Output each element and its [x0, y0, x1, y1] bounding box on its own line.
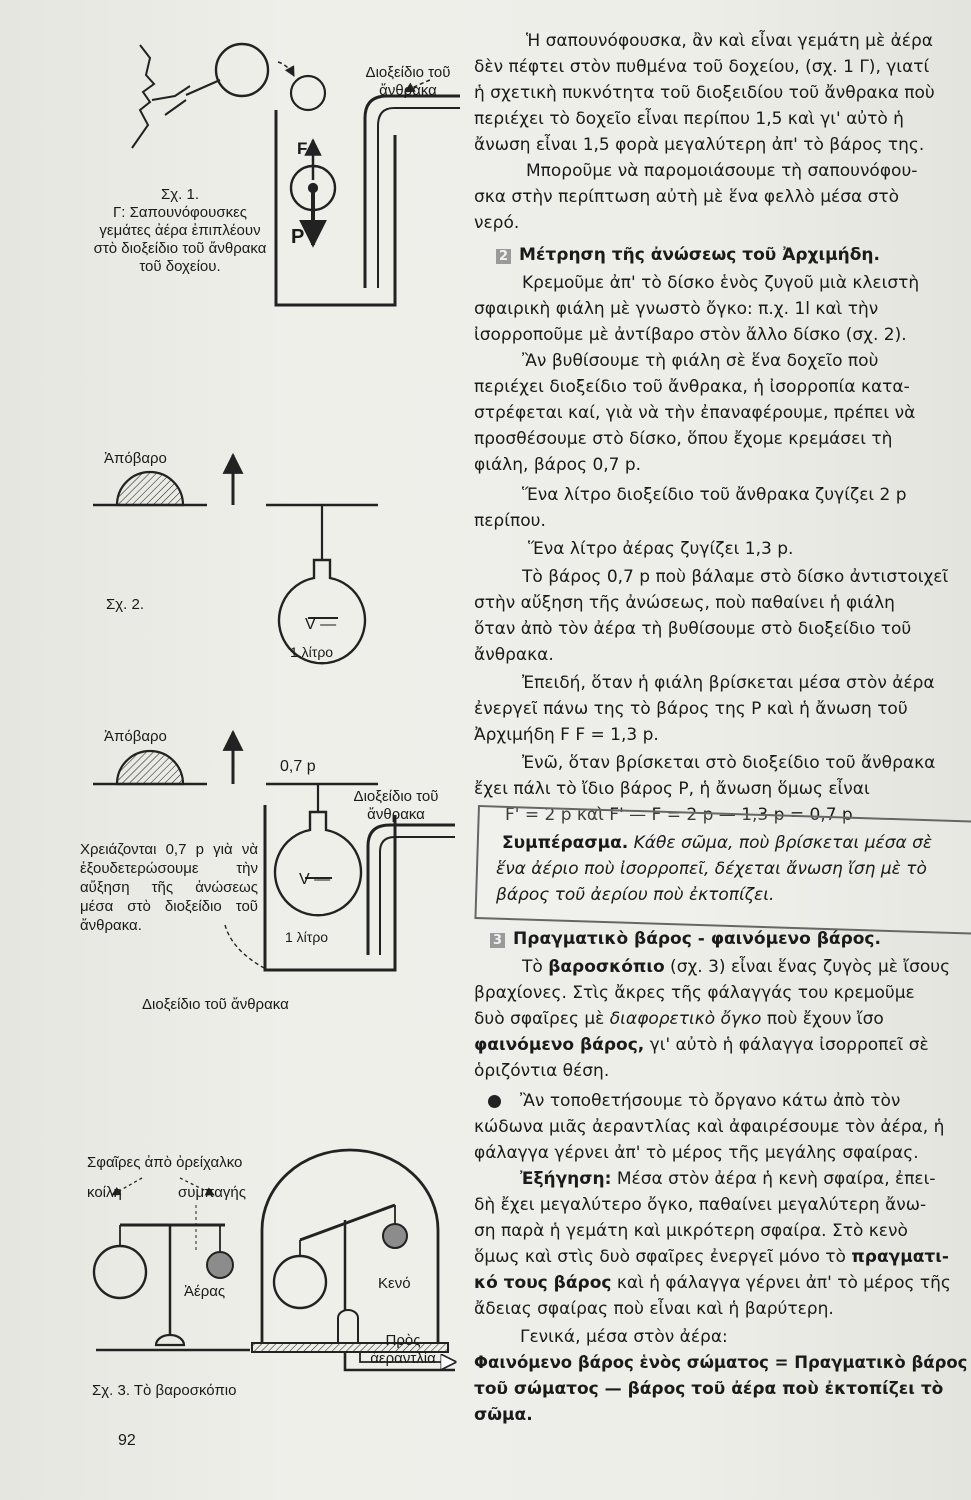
- text-span: γι' αὐτὸ ἡ φάλαγγα ἰσορροπεῖ σὲ: [644, 1035, 929, 1055]
- paragraph-line: στὴν αὔξηση τῆς ἀνώσεως, ποὺ παθαίνει ἡ φιάλη: [474, 593, 895, 613]
- section-3-number: 3: [490, 933, 505, 948]
- solid-sphere-vacuum: [383, 1224, 407, 1248]
- text-span-bold: φαινόμενο βάρος,: [474, 1035, 645, 1055]
- section-2-title: Μέτρηση τῆς ἀνώσεως τοῦ Ἀρχιμήδη.: [519, 245, 880, 265]
- paragraph-line: φιάλη, βάρος 0,7 p.: [474, 455, 642, 475]
- fig2-volume: V —: [305, 616, 337, 633]
- text-span: ὅμως καὶ στὶς δυὸ σφαῖρες ἐνεργεῖ μόνο τὸ: [474, 1247, 852, 1267]
- fig2-caption: Σχ. 2.: [106, 596, 144, 613]
- paragraph-line: [474, 1008, 884, 1030]
- paragraph-line: [474, 1034, 929, 1056]
- paragraph-line: σκα στὴν περίπτωση αὐτὴ μὲ ἕνα φελλὸ μέσα στὸ: [474, 187, 899, 207]
- paragraph-line: Μποροῦμε νὰ παρομοιάσουμε τὴ σαπουνόφου-: [526, 161, 918, 181]
- flask-2b: [275, 812, 361, 915]
- section-3-title: Πραγματικὸ βάρος - φαινόμενο βάρος.: [513, 929, 881, 949]
- fig3-caption: Σχ. 3. Τὸ βαροσκόπιο: [92, 1382, 237, 1399]
- text-span: Τὸ: [522, 957, 549, 977]
- paragraph-line: Ἐνῶ, ὅταν βρίσκεται στὸ διοξείδιο τοῦ ἄνθρακα: [522, 753, 936, 773]
- paragraph-line: Γενικά, μέσα στὸν ἀέρα:: [520, 1327, 728, 1347]
- text-span: καὶ ἡ φάλαγγα γέρνει ἀπ' τὸ μέρος τῆς: [611, 1273, 951, 1293]
- paragraph-line: κώδωνα μιᾶς ἀεραντλίας καὶ ἀφαιρέσουμε τὸν ἀέρα, ἡ: [474, 1117, 945, 1137]
- text-span: Μέσα στὸν ἀέρα ἡ κενὴ σφαίρα, ἐπει-: [611, 1169, 936, 1189]
- conclusion-heading: Συμπέρασμα.: [502, 833, 629, 853]
- fig3-pump-label: Πρὸς ἀεραντλία: [370, 1332, 436, 1367]
- falling-bubble: [291, 76, 325, 110]
- conclusion-line: [502, 832, 932, 854]
- paragraph-line: [522, 956, 950, 978]
- fig2b-bottom-label: Διοξείδιο τοῦ ἄνθρακα: [142, 996, 289, 1013]
- counterweight-2: [117, 472, 183, 505]
- paragraph-line: ἄνθρακα.: [474, 645, 554, 665]
- paragraph-line: περιέχει διοξείδιο τοῦ ἄνθρακα, ἡ ἰσορροπία κατα-: [474, 377, 910, 397]
- paragraph-line: δὲν πέφτει στὸν πυθμένα τοῦ δοχείου, (σχ. 1 Γ), γιατί: [474, 57, 930, 77]
- paragraph-line: ἰσορροποῦμε μὲ ἀντίβαρο στὸν ἄλλο δίσκο (σχ. 2).: [474, 325, 907, 345]
- paragraph-line: ἐνεργεῖ πάνω της τὸ βάρος της P καὶ ἡ ἄνωση τοῦ: [474, 699, 908, 719]
- fig3-hollow-label: κοίλη: [87, 1184, 122, 1201]
- paragraph-line: περιέχει τὸ δοχεῖο εἶναι περίπου 1,5 καὶ γι' αὐτὸ ἡ: [474, 109, 904, 129]
- counterweight-2b: [117, 751, 183, 784]
- paragraph-line: [520, 1168, 936, 1190]
- paragraph-line: ὅταν ἀπὸ τὸν ἀέρα τὴ βυθίσουμε στὸ διοξείδιο τοῦ: [474, 619, 912, 639]
- force-p-label: P: [291, 226, 305, 248]
- stand-base-left: [156, 1335, 184, 1345]
- gas-tube-outer: [365, 96, 460, 288]
- conclusion-line: ἕνα ἀέριο ποὺ ἰσορροπεῖ, δέχεται ἄνωση ἴση μὲ τὸ: [496, 859, 927, 879]
- text-span-bold: Ἐξήγηση:: [520, 1169, 612, 1189]
- paragraph-line: ἄδειας σφαίρας ποὺ εἶναι καὶ ἡ βαρύτερη.: [474, 1299, 834, 1319]
- section-3-heading: [490, 928, 881, 950]
- fig2b-gas-label: Διοξείδιο τοῦ ἄνθρακα: [353, 788, 439, 823]
- paragraph-line: Τὸ βάρος 0,7 p ποὺ βάλαμε στὸ δίσκο ἀντιστοιχεῖ: [522, 567, 949, 587]
- fig2-volume-value: 1 λίτρο: [290, 644, 334, 660]
- face-sketch: [132, 45, 190, 148]
- hollow-sphere: [94, 1246, 146, 1298]
- paragraph-line: στρέφεται καί, γιὰ νὰ τὴν ἐπαναφέρουμε, πρέπει νὰ: [474, 403, 916, 423]
- paragraph-line: Ἐπειδή, ὅταν ἡ φιάλη βρίσκεται μέσα στὸν ἀέρα: [522, 673, 935, 693]
- fig1-caption: Σχ. 1. Γ: Σαπουνόφουσκες γεμάτες ἀέρα ἐπιπλέουν στὸ διοξείδιο τοῦ ἄνθρακα τοῦ δοχείου.: [93, 186, 267, 275]
- fig2b-note: Χρειάζονται 0,7 p γιὰ νὰ ἐξουδετερώσουμε τὴν αὔξηση τῆς ἀνώσεως μέσα στὸ διοξείδιο τοῦ ἄνθρακα.: [80, 841, 258, 934]
- paragraph-line: ση παρὰ ἡ γεμάτη καὶ μικρότερη σφαίρα. Στὸ κενὸ: [474, 1221, 908, 1241]
- paragraph-line: Ἂν βυθίσουμε τὴ φιάλη σὲ ἕνα δοχεῖο ποὺ: [522, 351, 879, 371]
- paragraph-line: ἡ σχετικὴ πυκνότητα τοῦ διοξειδίου τοῦ ἄνθρακα ποὺ: [474, 83, 935, 103]
- rule-line: Φαινόμενο βάρος ἑνὸς σώματος = Πραγματικὸ βάρος: [474, 1353, 968, 1373]
- paragraph-line: νερό.: [474, 213, 520, 233]
- text-span: (σχ. 3) εἶναι ἕνας ζυγὸς μὲ ἴσους: [664, 957, 951, 977]
- fig3-air-label: Ἀέρας: [184, 1283, 226, 1300]
- text-span: ποὺ ἔχουν ἴσο: [761, 1009, 884, 1029]
- bubble-on-straw: [216, 44, 268, 96]
- text-span: δυὸ σφαῖρες μὲ: [474, 1009, 610, 1029]
- fig3-solid-label: συμπαγής: [178, 1184, 246, 1201]
- conclusion-text: Κάθε σῶμα, ποὺ βρίσκεται μέσα σὲ: [633, 833, 933, 853]
- paragraph-line: βραχίονες. Στὶς ἄκρες τῆς φάλαγγάς του κρεμοῦμε: [474, 983, 915, 1003]
- rule-line: σῶμα.: [474, 1405, 533, 1425]
- bubble-center: [309, 184, 317, 192]
- fig2b-weight-label: 0,7 p: [280, 758, 316, 775]
- text-span-bold: πραγματι-: [851, 1247, 949, 1267]
- text-span-bold: κό τους βάρος: [474, 1273, 612, 1293]
- fig3-spheres-label: Σφαῖρες ἀπὸ ὀρείχαλκο: [87, 1154, 243, 1171]
- paragraph-line: ὁριζόντια θέση.: [474, 1061, 610, 1081]
- paragraph-line: [474, 1272, 951, 1294]
- section-2-number: 2: [496, 249, 511, 264]
- drift-arrow: [278, 62, 294, 76]
- formula-line: F' = 2 p καὶ F' — F = 2 p — 1,3 p = 0,7 p: [505, 805, 853, 825]
- paragraph-line: [474, 1246, 949, 1268]
- text-span-bold: βαροσκόπιο: [548, 957, 665, 977]
- section-2-heading: [496, 244, 880, 266]
- straw: [186, 80, 220, 95]
- paragraph-line: δὴ ἔχει μεγαλύτερο ὄγκο, παθαίνει μεγαλύτερη ἄνω-: [474, 1195, 927, 1215]
- paragraph-line: Ἕνα λίτρο ἀέρας ζυγίζει 1,3 p.: [528, 539, 794, 559]
- paragraph-line: περίπου.: [474, 511, 546, 531]
- bullet-dot: [488, 1095, 501, 1108]
- paragraph-line: ἄνωση εἶναι 1,5 φορὰ μεγαλύτερη ἀπ' τὸ βάρος της.: [474, 135, 925, 155]
- fig1-gas-label: Διοξείδιο τοῦ ἄνθρακα: [365, 64, 451, 99]
- paragraph-line: Ἕνα λίτρο διοξείδιο τοῦ ἄνθρακα ζυγίζει 2 p: [522, 485, 907, 505]
- fig2-counterweight-label: Ἀπόβαρο: [104, 450, 167, 467]
- tilted-beam: [300, 1205, 395, 1240]
- hollow-sphere-vacuum: [274, 1256, 326, 1308]
- gas-tube-2b-inner: [380, 837, 455, 955]
- page-number: 92: [118, 1432, 136, 1449]
- fig3-empty-label: Κενό: [378, 1275, 411, 1292]
- force-f-label: F: [297, 139, 308, 158]
- paragraph-line: Ἂν τοποθετήσουμε τὸ ὄργανο κάτω ἀπὸ τὸν: [520, 1091, 901, 1111]
- paragraph-line: Κρεμοῦμε ἀπ' τὸ δίσκο ἑνὸς ζυγοῦ μιὰ κλειστὴ: [522, 273, 920, 293]
- fig2b-counterweight-label: Ἀπόβαρο: [104, 728, 167, 745]
- bell-jar: [262, 1150, 438, 1343]
- fig2b-volume: V —: [299, 871, 331, 888]
- text-span-italic: διαφορετικὸ ὄγκο: [609, 1009, 762, 1029]
- paragraph-line: προσθέσουμε στὸ δίσκο, ὅπου ἔχομε κρεμάσει τὴ: [474, 429, 893, 449]
- paragraph-line: ἔχει πάλι τὸ ἴδιο βάρος P, ἡ ἄνωση ὅμως εἶναι: [474, 779, 870, 799]
- valve: [338, 1310, 358, 1343]
- paragraph-line: Ἡ σαπουνόφουσκα, ἂν καὶ εἶναι γεμάτη μὲ ἀέρα: [526, 31, 933, 51]
- gas-tube-inner: [378, 108, 460, 288]
- solid-sphere: [207, 1252, 233, 1278]
- rule-line: τοῦ σώματος — βάρος τοῦ ἀέρα ποὺ ἐκτοπίζει τὸ: [474, 1379, 944, 1399]
- paragraph-line: φάλαγγα γέρνει ἀπ' τὸ μέρος τῆς μεγάλης σφαίρας.: [474, 1143, 919, 1163]
- fig2b-volume-value: 1 λίτρο: [285, 929, 329, 945]
- paragraph-line: σφαιρικὴ φιάλη μὲ γνωστὸ ὄγκο: π.χ. 1l καὶ τὴν: [474, 299, 879, 319]
- conclusion-line: βάρος τοῦ ἀερίου ποὺ ἐκτοπίζει.: [496, 885, 775, 905]
- paragraph-line: Ἀρχιμήδη F F = 1,3 p.: [474, 725, 659, 745]
